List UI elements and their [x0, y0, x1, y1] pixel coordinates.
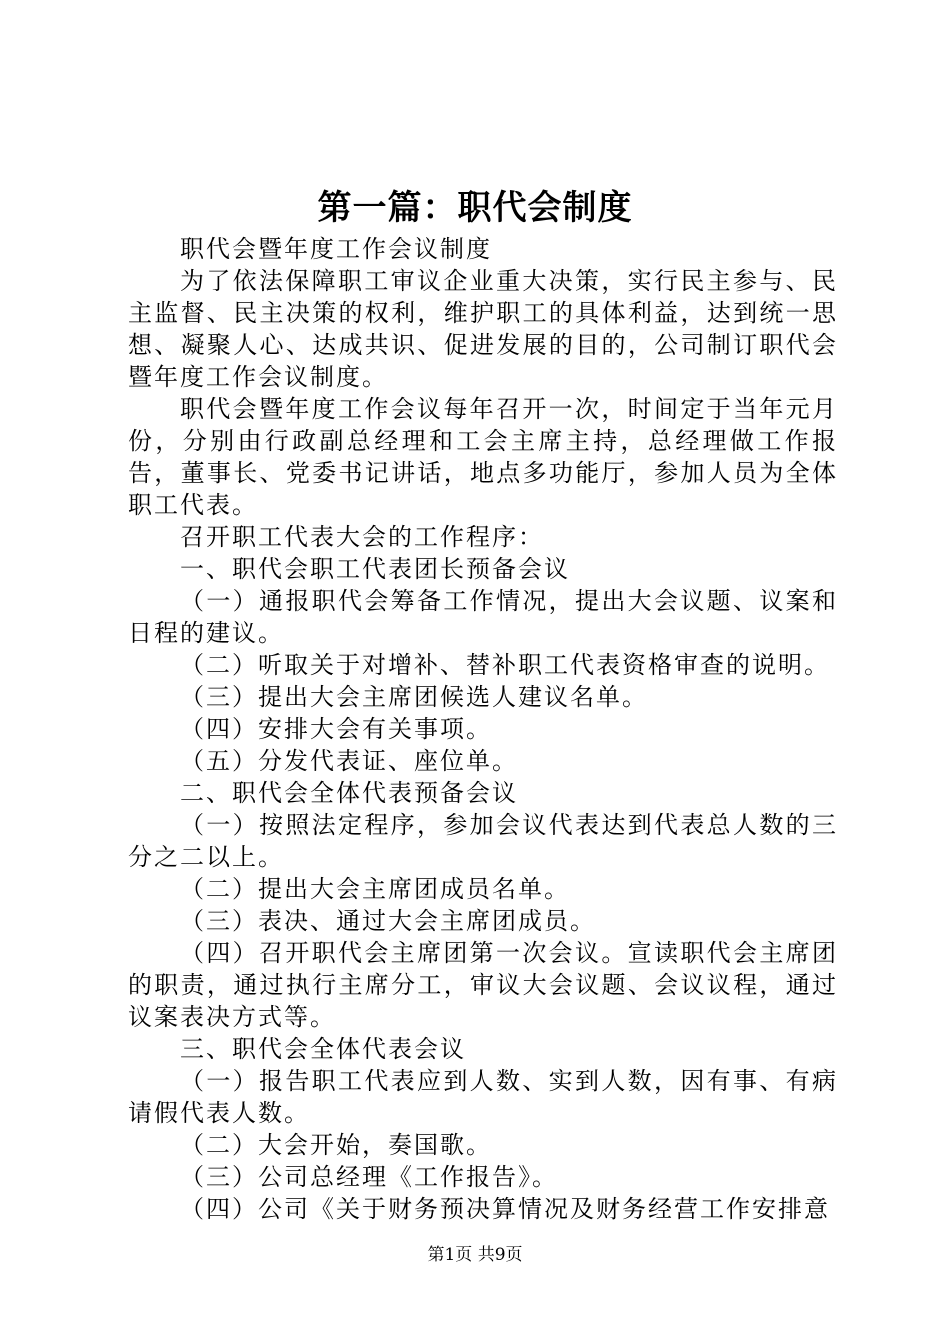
paragraph-meeting-schedule: 职代会暨年度工作会议每年召开一次，时间定于当年元月份，分别由行政副总经理和工会主席主持，总经理做工作报告，董事长、党委书记讲话，地点多功能厅，参加人员为全体职工代表。 [128, 395, 838, 519]
list-item: （二）大会开始，奏国歌。 [180, 1131, 492, 1159]
document-title: 第一篇：职代会制度 [317, 188, 633, 228]
list-item: （四）安排大会有关事项。 [180, 715, 492, 743]
paragraph-procedure-intro: 召开职工代表大会的工作程序： [180, 523, 544, 551]
list-item: （一）报告职工代表应到人数、实到人数，因有事、有病请假代表人数。 [128, 1067, 838, 1127]
list-item: （二）听取关于对增补、替补职工代表资格审查的说明。 [180, 651, 830, 679]
page-number-footer: 第1页 共9页 [427, 1245, 523, 1265]
list-item: （一）按照法定程序，参加会议代表达到代表总人数的三分之二以上。 [128, 811, 838, 871]
list-item: （三）提出大会主席团候选人建议名单。 [180, 683, 648, 711]
list-item: （三）公司总经理《工作报告》。 [180, 1163, 558, 1191]
list-item: （二）提出大会主席团成员名单。 [180, 875, 570, 903]
paragraph-purpose: 为了依法保障职工审议企业重大决策，实行民主参与、民主监督、民主决策的权利，维护职工的具体利益，达到统一思想、凝聚人心、达成共识、促进发展的目的，公司制订职代会暨年度工作会议制度。 [128, 267, 838, 391]
section-heading-2: 二、职代会全体代表预备会议 [180, 779, 518, 807]
list-item: （五）分发代表证、座位单。 [180, 747, 518, 775]
list-item: （四）公司《关于财务预决算情况及财务经营工作安排意 [180, 1195, 830, 1223]
list-item: （四）召开职代会主席团第一次会议。宣读职代会主席团的职责，通过执行主席分工，审议大会议题、会议议程，通过议案表决方式等。 [128, 939, 838, 1031]
section-heading-3: 三、职代会全体代表会议 [180, 1035, 466, 1063]
document-body [128, 233, 838, 1225]
list-item: （一）通报职代会筹备工作情况，提出大会议题、议案和日程的建议。 [128, 587, 838, 647]
paragraph-heading-system: 职代会暨年度工作会议制度 [180, 235, 492, 263]
section-heading-1: 一、职代会职工代表团长预备会议 [180, 555, 570, 583]
list-item: （三）表决、通过大会主席团成员。 [180, 907, 596, 935]
